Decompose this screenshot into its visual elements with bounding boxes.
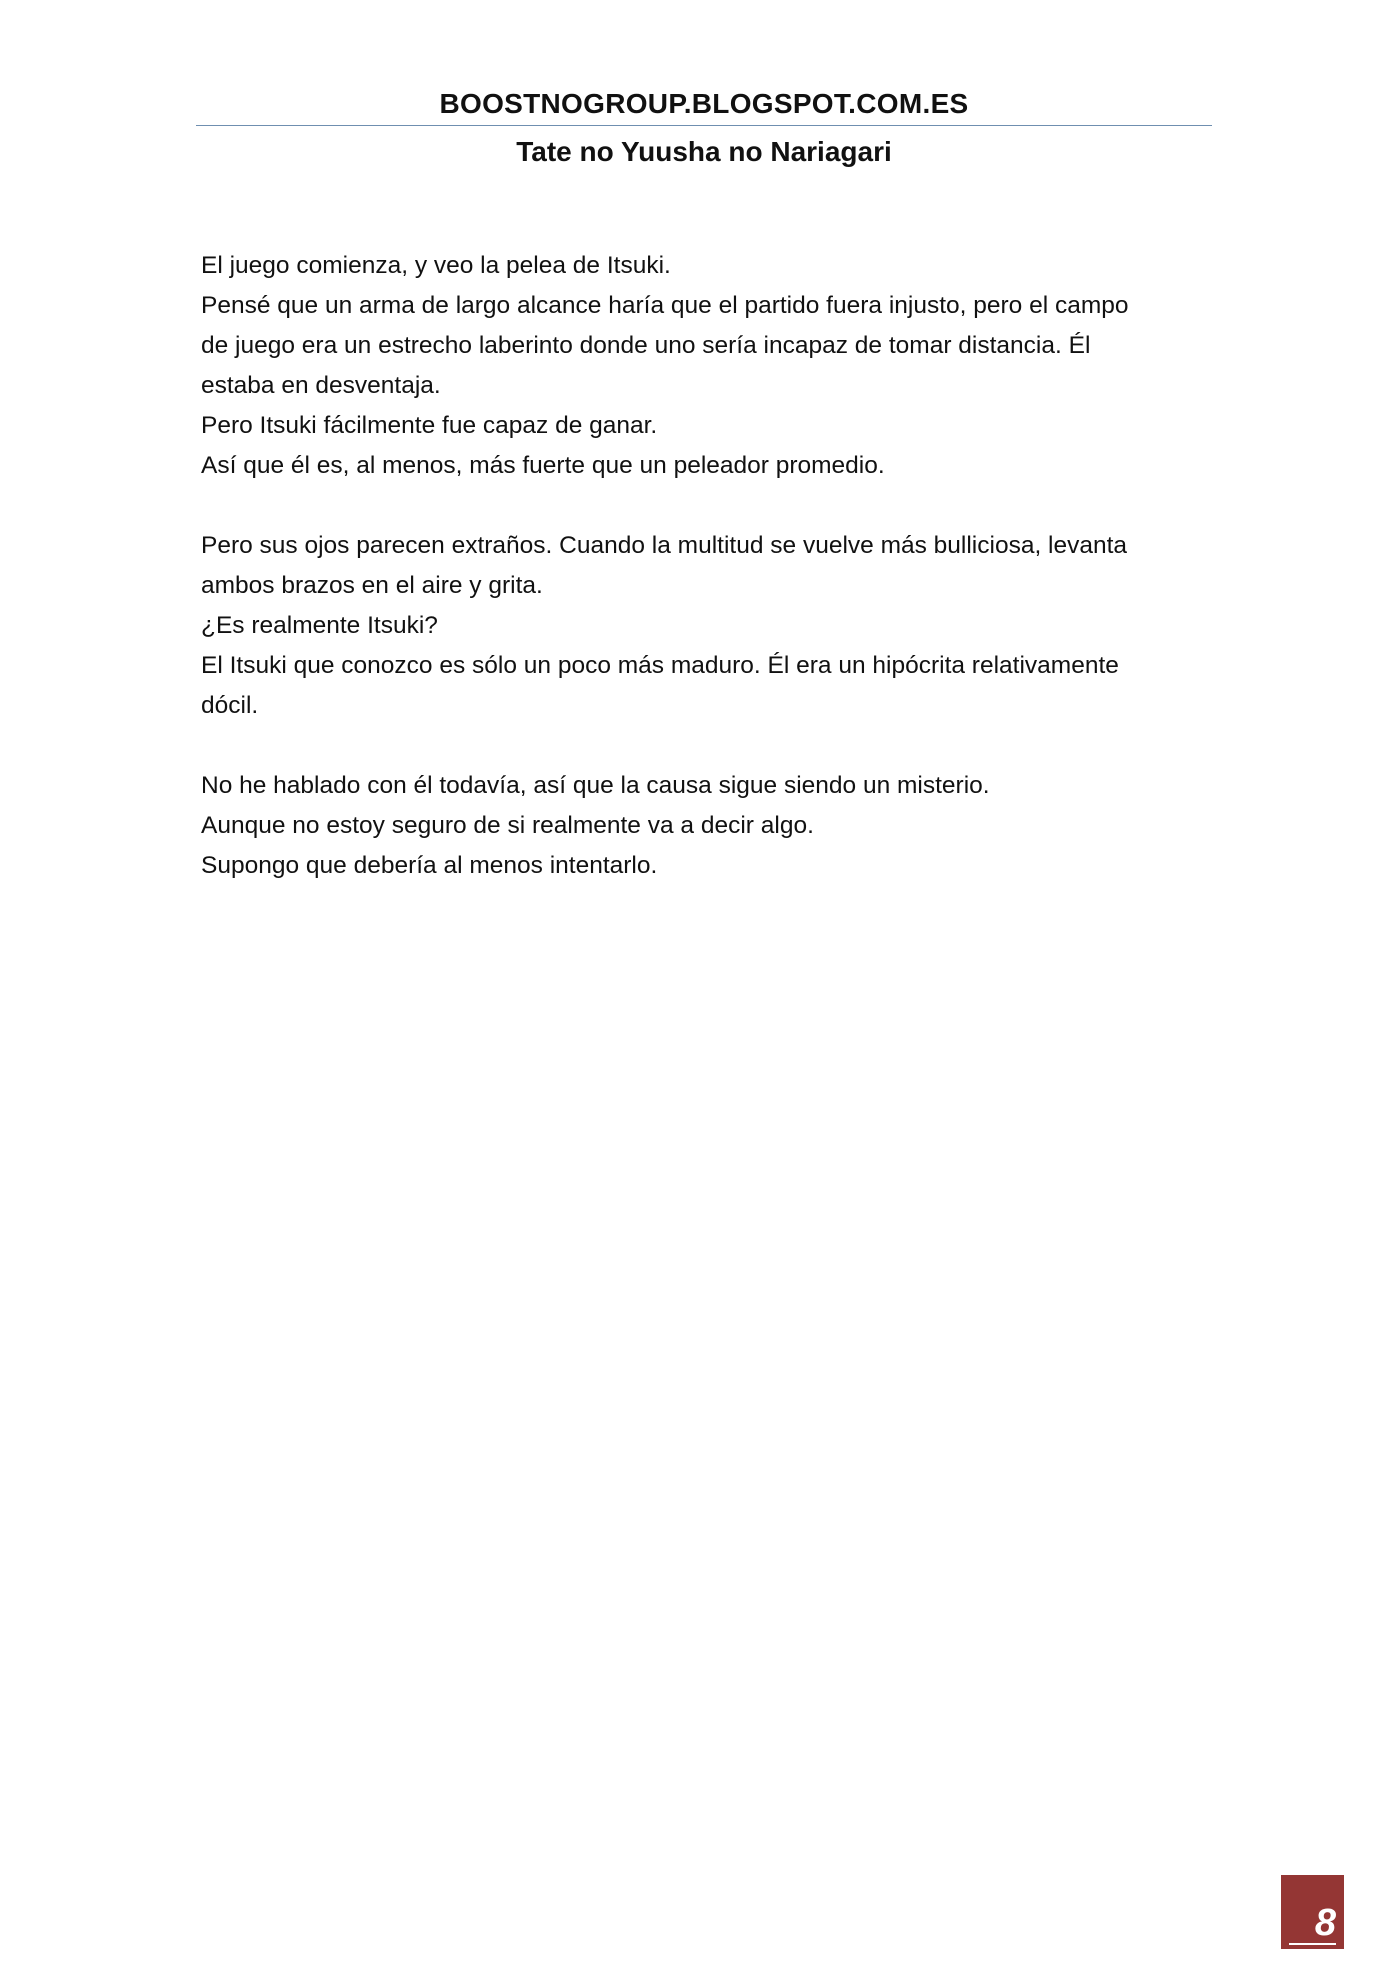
body-text <box>201 246 1211 926</box>
paragraph <box>201 246 1211 486</box>
paragraph <box>201 526 1211 726</box>
page-number-badge <box>1281 1875 1344 1949</box>
page-number: 8 <box>1314 1902 1336 1944</box>
text-line: de juego era un estrecho laberinto donde uno sería incapaz de tomar distancia. Él <box>201 332 1091 359</box>
text-line: Así que él es, al menos, más fuerte que un peleador promedio. <box>201 452 885 479</box>
book-title: Tate no Yuusha no Nariagari <box>516 136 892 167</box>
text-line: ¿Es realmente Itsuki? <box>201 612 438 639</box>
text-line: ambos brazos en el aire y grita. <box>201 572 543 599</box>
text-line: El juego comienza, y veo la pelea de Itsuki. <box>201 252 671 279</box>
page-number-underline <box>1289 1943 1336 1945</box>
text-line: Pero sus ojos parecen extraños. Cuando la multitud se vuelve más bulliciosa, levanta <box>201 532 1128 559</box>
site-title: BOOSTNOGROUP.BLOGSPOT.COM.ES <box>439 88 969 119</box>
text-line: Pensé que un arma de largo alcance haría que el partido fuera injusto, pero el campo <box>201 292 1129 319</box>
header-divider <box>196 125 1212 126</box>
paragraph <box>201 766 1211 886</box>
text-line: estaba en desventaja. <box>201 372 441 399</box>
text-line: No he hablado con él todavía, así que la causa sigue siendo un misterio. <box>201 772 990 799</box>
text-line: Pero Itsuki fácilmente fue capaz de ganar. <box>201 412 658 439</box>
page-header <box>196 84 1212 172</box>
text-line: El Itsuki que conozco es sólo un poco más maduro. Él era un hipócrita relativamente <box>201 652 1119 679</box>
text-line: Aunque no estoy seguro de si realmente va a decir algo. <box>201 812 814 839</box>
text-line: Supongo que debería al menos intentarlo. <box>201 852 658 879</box>
text-line: dócil. <box>201 692 259 719</box>
